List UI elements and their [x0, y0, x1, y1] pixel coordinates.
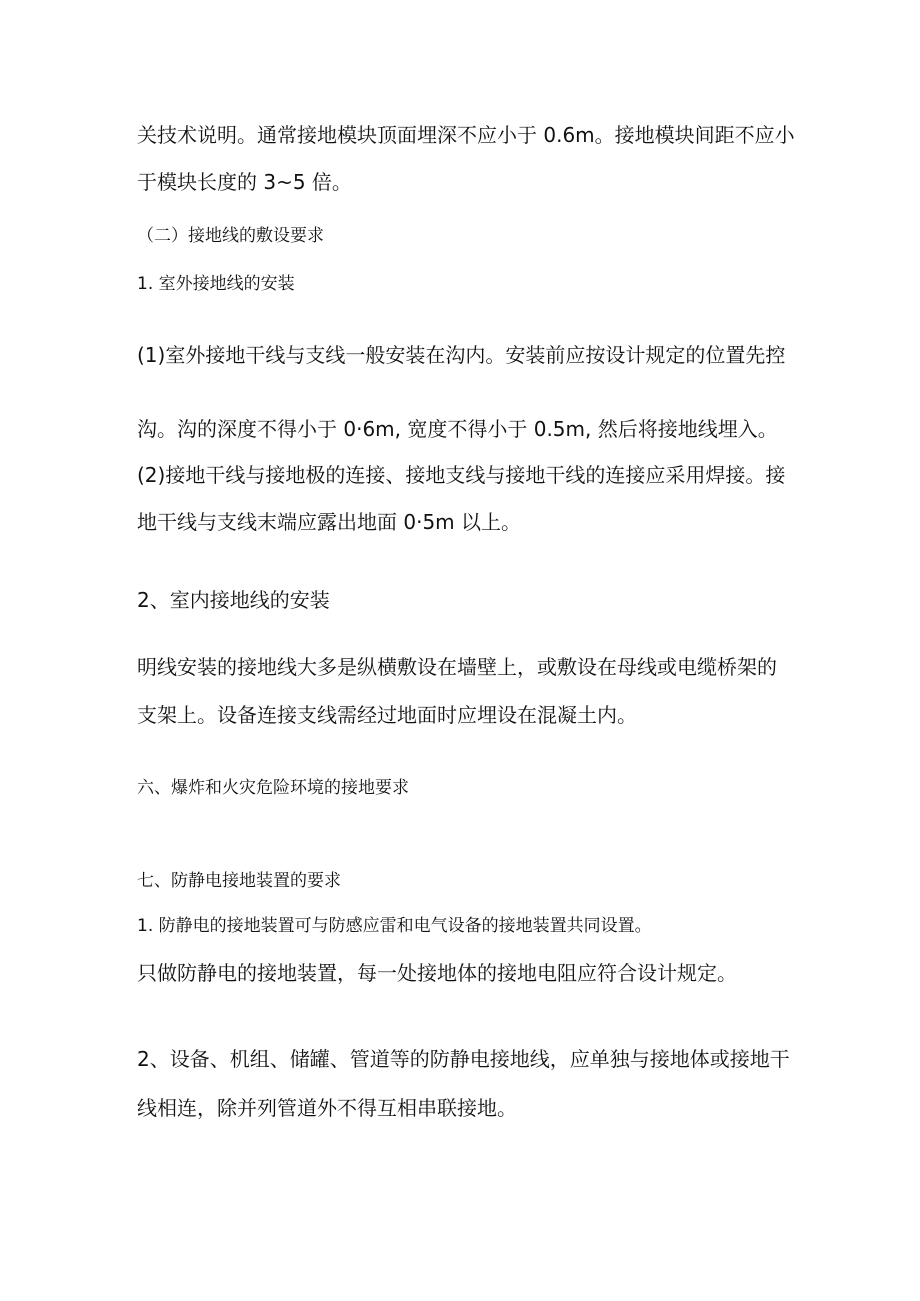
paragraph-line: 1. 防静电的接地装置可与防感应雷和电气设备的接地装置共同设置。	[137, 916, 652, 936]
section-heading: （二）接地线的敷设要求	[137, 226, 324, 246]
paragraph-line: 关技术说明。通常接地模块顶面埋深不应小于 0.6m。接地模块间距不应小	[137, 123, 795, 147]
paragraph-line: 沟。沟的深度不得小于 0·6m, 宽度不得小于 0.5m, 然后将接地线埋入。	[137, 417, 778, 441]
paragraph-line: 线相连，除并列管道外不得互相串联接地。	[137, 1096, 517, 1120]
paragraph-line: 地干线与支线末端应露出地面 0·5m 以上。	[137, 510, 522, 534]
paragraph-line: 2、设备、机组、储罐、管道等的防静电接地线，应单独与接地体或接地干	[137, 1047, 790, 1071]
paragraph-line: 只做防静电的接地装置，每一处接地体的接地电阻应符合设计规定。	[137, 961, 737, 985]
paragraph-line: 支架上。设备连接支线需经过地面时应埋设在混凝土内。	[137, 703, 637, 727]
paragraph-line: 于模块长度的 3~5 倍。	[137, 170, 352, 194]
paragraph-line: (2)接地干线与接地极的连接、接地支线与接地干线的连接应采用焊接。接	[137, 463, 786, 487]
paragraph-line: 明线安装的接地线大多是纵横敷设在墙壁上，或敷设在母线或电缆桥架的	[137, 655, 777, 679]
section-heading: 六、爆炸和火灾危险环境的接地要求	[137, 778, 409, 798]
subsection-heading: 1. 室外接地线的安装	[137, 274, 295, 294]
section-heading: 七、防静电接地装置的要求	[137, 871, 341, 891]
subsection-heading: 2、室内接地线的安装	[137, 588, 330, 612]
paragraph-line: (1)室外接地干线与支线一般安装在沟内。安装前应按设计规定的位置先控	[137, 343, 786, 367]
